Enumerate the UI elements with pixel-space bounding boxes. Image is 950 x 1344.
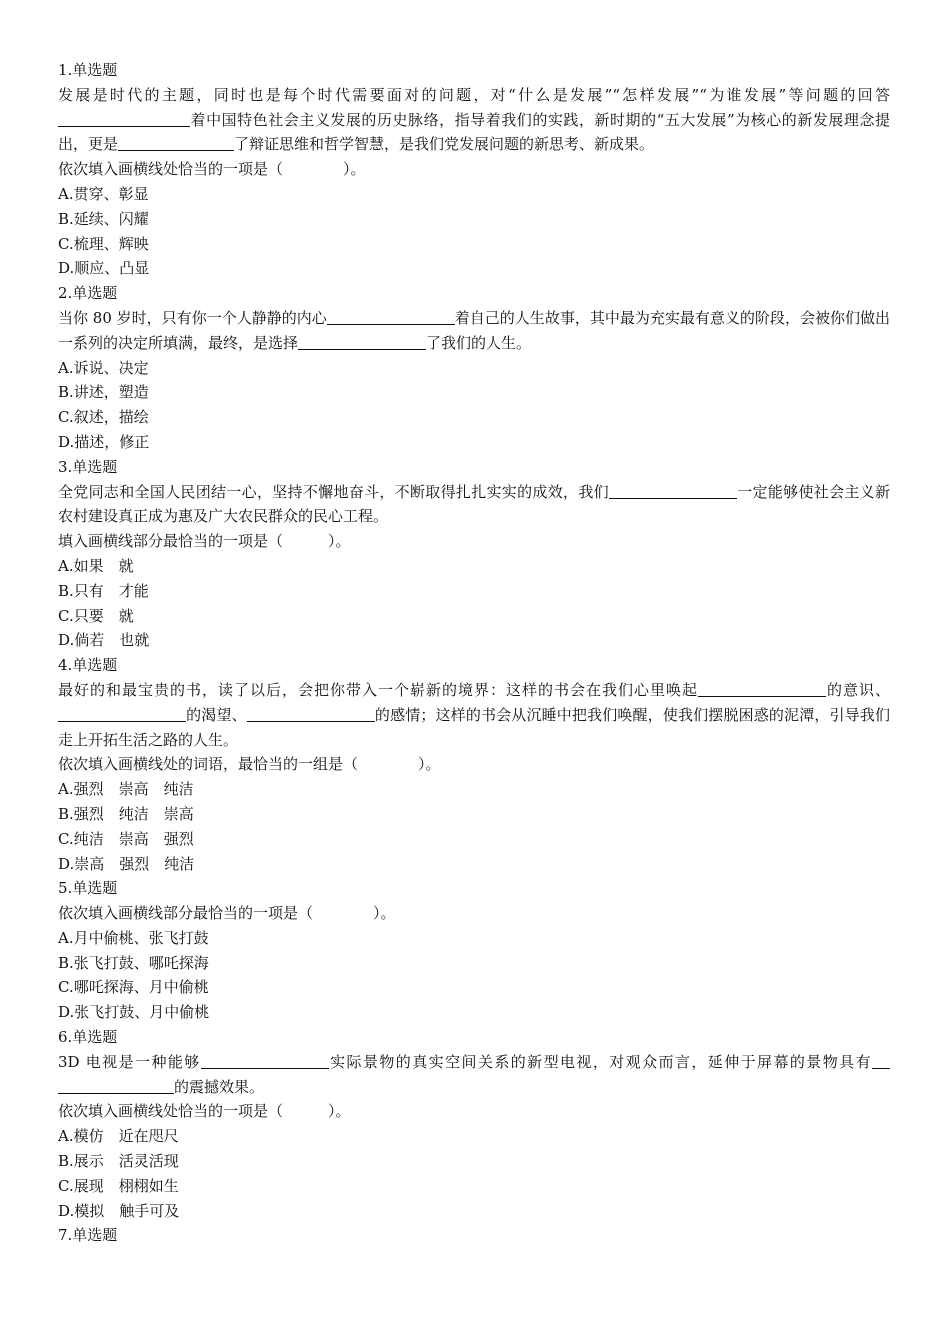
stem-text: 的渴望、	[186, 705, 247, 724]
question-5	[58, 876, 890, 1025]
fill-blank	[201, 1052, 329, 1069]
option-d[interactable]: D.崇高 强烈 纯洁	[58, 854, 195, 873]
question-header: 2.单选题	[58, 284, 118, 303]
option-b[interactable]: B.张飞打鼓、哪吒探海	[58, 953, 209, 972]
option-c[interactable]: C.哪吒探海、月中偷桃	[58, 978, 209, 997]
stem-text: 实际景物的真实空间关系的新型电视，对观众而言，延伸于屏幕的景物具有	[328, 1052, 872, 1071]
fill-blank	[58, 705, 186, 722]
question-1	[58, 58, 890, 281]
option-d[interactable]: D.模拟 触手可及	[58, 1201, 180, 1220]
fill-blank	[298, 333, 426, 350]
fill-blank	[327, 308, 455, 325]
option-b[interactable]: B.展示 活灵活现	[58, 1152, 179, 1171]
option-b[interactable]: B.延续、闪耀	[58, 209, 149, 228]
question-stem	[58, 678, 890, 752]
question-stem	[58, 1050, 890, 1100]
question-header: 1.单选题	[58, 61, 118, 79]
question-stem	[58, 83, 890, 157]
question-header: 6.单选题	[58, 1028, 118, 1047]
stem-text: 3D 电视是一种能够	[58, 1052, 201, 1071]
option-c[interactable]: C.纯洁 崇高 强烈	[58, 829, 194, 848]
option-c[interactable]: C.叙述，描绘	[58, 408, 149, 427]
question-prompt: 依次填入画横线处恰当的一项是（ ）。	[58, 160, 366, 179]
option-b[interactable]: B.讲述，塑造	[58, 383, 149, 402]
option-b[interactable]: B.只有 才能	[58, 581, 149, 600]
question-header: 5.单选题	[58, 879, 118, 898]
option-d[interactable]: D.倘若 也就	[58, 631, 150, 650]
question-header: 3.单选题	[58, 457, 118, 476]
option-c[interactable]: C.展现 栩栩如生	[58, 1176, 179, 1195]
question-prompt: 依次填入画横线部分最恰当的一项是（ ）。	[58, 904, 396, 923]
stem-text: 发展是时代的主题，同时也是每个时代需要面对的问题，对“什么是发展”“怎样发展”“为谁发展”等问题的回答	[58, 85, 890, 104]
option-a[interactable]: A.贯穿、彰显	[58, 184, 149, 203]
option-a[interactable]: A.如果 就	[58, 556, 134, 575]
option-d[interactable]: D.顺应、凸显	[58, 259, 150, 278]
question-header: 4.单选题	[58, 656, 118, 675]
question-stem	[58, 480, 890, 530]
stem-text: 了我们的人生。	[426, 333, 532, 352]
option-a[interactable]: A.诉说、决定	[58, 358, 149, 377]
question-prompt: 依次填入画横线处的词语，最恰当的一组是（ ）。	[58, 755, 441, 774]
option-d[interactable]: D.张飞打鼓、月中偷桃	[58, 1003, 210, 1022]
option-c[interactable]: C.只要 就	[58, 606, 134, 625]
stem-text: 着中国特色社会主义发展的历史脉络，指导着我们的实践，新时期的“五大发展”为核心的新发展理念提出，更是	[58, 110, 890, 154]
question-2	[58, 281, 890, 455]
stem-text: 一定能够使社会主义新农村建设真正成为惠及广大农民群众的民心工程。	[58, 482, 890, 526]
stem-text: 着自己的人生故事，其中最为充实最有意义的阶段，会被你们做出一系列的决定所填满，最终，是选择	[58, 308, 890, 352]
option-d[interactable]: D.描述，修正	[58, 432, 150, 451]
fill-blank	[58, 110, 190, 127]
option-b[interactable]: B.强烈 纯洁 崇高	[58, 804, 194, 823]
option-a[interactable]: A.模仿 近在咫尺	[58, 1127, 179, 1146]
stem-text: 了辩证思维和哲学智慧，是我们党发展问题的新思考、新成果。	[234, 135, 655, 154]
option-c[interactable]: C.梳理、辉映	[58, 234, 149, 253]
question-6	[58, 1025, 890, 1223]
stem-text: 全党同志和全国人民团结一心，坚持不懈地奋斗，不断取得扎扎实实的成效，我们	[58, 482, 609, 501]
fill-blank	[118, 134, 234, 151]
question-header: 7.单选题	[58, 1226, 118, 1245]
question-prompt: 填入画横线部分最恰当的一项是（ ）。	[58, 532, 351, 551]
stem-text: 当你 80 岁时，只有你一个人静静的内心	[58, 308, 327, 327]
stem-text: 最好的和最宝贵的书，读了以后，会把你带入一个崭新的境界：这样的书会在我们心里唤起	[58, 680, 698, 699]
fill-blank	[58, 1077, 174, 1094]
fill-blank	[247, 705, 375, 722]
stem-text: 的震撼效果。	[174, 1077, 265, 1096]
question-prompt: 依次填入画横线处恰当的一项是（ ）。	[58, 1102, 351, 1121]
stem-text: 的感情；这样的书会从沉睡中把我们唤醒，使我们摆脱困惑的泥潭，引导我们走上开拓生活之路的人生。	[58, 705, 890, 749]
question-stem	[58, 306, 890, 356]
question-4	[58, 653, 890, 876]
question-7	[58, 1223, 890, 1248]
fill-blank	[609, 482, 737, 499]
option-a[interactable]: A.月中偷桃、张飞打鼓	[58, 928, 209, 947]
fill-blank	[698, 680, 826, 697]
option-a[interactable]: A.强烈 崇高 纯洁	[58, 780, 194, 799]
stem-text: 的意识、	[825, 680, 890, 699]
question-3	[58, 455, 890, 653]
fill-blank	[872, 1052, 890, 1069]
